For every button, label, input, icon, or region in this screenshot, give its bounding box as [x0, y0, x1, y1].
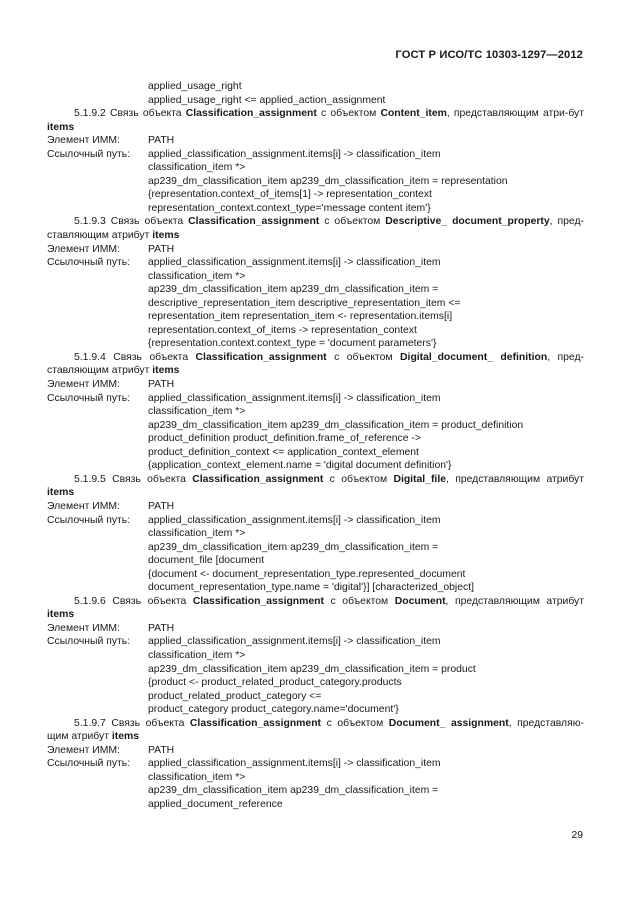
heading-text: с объектом	[316, 108, 381, 120]
heading-text: , представляющим атри-бут	[446, 108, 584, 120]
ref-path-line: classification_item *>	[148, 528, 246, 540]
source-object: Classification_assignment	[188, 216, 320, 228]
section-number: 5.1.9.5 Связь объекта	[74, 473, 193, 485]
target-object: Digital_file	[393, 473, 446, 485]
intro-line: applied_usage_right <= applied_action_assignment	[148, 94, 386, 106]
ref-path-line: ap239_dm_classification_item ap239_dm_classification_item =	[148, 541, 439, 553]
element-label: Элемент ИММ:	[47, 744, 120, 756]
element-value: PATH	[148, 622, 175, 634]
element-row	[47, 134, 584, 148]
heading-text: с объектом	[323, 595, 395, 607]
target-object: Descriptive_ document_property	[385, 216, 550, 228]
source-object: Classification_assignment	[192, 595, 324, 607]
heading-text: с объектом	[326, 351, 401, 363]
heading-text: с объектом	[319, 216, 386, 228]
heading-text: , представляющим атрибут	[445, 473, 585, 485]
section-heading	[47, 595, 584, 622]
element-label: Элемент ИММ:	[47, 622, 120, 634]
ref-path-line: descriptive_representation_item descriptive_representation_item <=	[148, 297, 461, 309]
section-number: 5.1.9.4 Связь объекта	[74, 351, 196, 363]
ref-path-line: classification_item *>	[148, 162, 246, 174]
ref-path-line: document_representation_type.name = 'digital'}] [characterized_object]	[148, 582, 474, 594]
ref-path-line: product_category product_category.name='document'}	[148, 704, 399, 716]
ref-path-label: Ссылочный путь:	[47, 758, 131, 770]
ref-path-line: product_definition product_definition.frame_of_reference ->	[148, 433, 421, 445]
ref-path-line: classification_item *>	[148, 771, 246, 783]
ref-path-label: Ссылочный путь:	[47, 257, 131, 269]
ref-path-row	[47, 514, 584, 528]
element-label: Элемент ИММ:	[47, 135, 120, 147]
section-heading	[47, 717, 584, 744]
section-number: 5.1.9.7 Связь объекта	[74, 717, 190, 729]
page-number: 29	[571, 830, 583, 841]
intro-line: applied_usage_right	[148, 81, 242, 92]
page-content	[47, 80, 584, 812]
source-object: Classification_assignment	[195, 351, 327, 363]
ref-path-line: product_definition_context <= application_context_element	[148, 446, 419, 458]
section-number: 5.1.9.3 Связь объекта	[74, 216, 189, 228]
section-number: 5.1.9.6 Связь объекта	[74, 595, 193, 607]
ref-path-label: Ссылочный путь:	[47, 514, 131, 526]
ref-path-line: ap239_dm_classification_item ap239_dm_classification_item = representation	[148, 175, 508, 187]
ref-path-line: {representation.context_of_items[1] -> representation_context	[148, 189, 432, 201]
ref-path-line: {application_context_element.name = 'digital document definition'}	[148, 460, 452, 472]
element-row	[47, 378, 584, 392]
element-row	[47, 500, 584, 514]
element-value: PATH	[148, 500, 175, 512]
ref-path-line: applied_classification_assignment.items[i] -> classification_item	[148, 636, 441, 648]
section-number: 5.1.9.2 Связь объекта	[74, 108, 186, 120]
attribute-name: items	[152, 230, 180, 242]
ref-path-line: representation_item representation_item <- representation.items[i]	[148, 311, 453, 323]
element-value: PATH	[148, 243, 175, 255]
element-value: PATH	[148, 135, 175, 147]
element-label: Элемент ИММ:	[47, 500, 120, 512]
element-row	[47, 622, 584, 636]
element-label: Элемент ИММ:	[47, 379, 120, 391]
attribute-name: items	[47, 121, 75, 133]
section-heading	[47, 107, 584, 134]
ref-path-line: product_related_product_category <=	[148, 690, 322, 702]
heading-text: , пред-ставляющим атрибут	[47, 216, 585, 242]
ref-path-row	[47, 635, 584, 649]
ref-path-label: Ссылочный путь:	[47, 148, 131, 160]
section	[47, 351, 584, 473]
section	[47, 595, 584, 717]
ref-path-line: applied_document_reference	[148, 798, 283, 810]
target-object: Content_item	[380, 108, 447, 120]
ref-path-line: classification_item *>	[148, 406, 246, 418]
section	[47, 473, 584, 595]
ref-path-label: Ссылочный путь:	[47, 636, 131, 648]
ref-path-label: Ссылочный путь:	[47, 392, 131, 404]
heading-text: с объектом	[321, 717, 389, 729]
target-object: Digital_document_ definition	[400, 351, 548, 363]
ref-path-line: representation_context.context_type='message content item'}	[148, 202, 431, 214]
ref-path-row	[47, 757, 584, 771]
attribute-name: items	[47, 487, 75, 499]
ref-path-line: ap239_dm_classification_item ap239_dm_classification_item = product_definition	[148, 419, 524, 431]
ref-path-line: applied_classification_assignment.items[i] -> classification_item	[148, 392, 441, 404]
ref-path-row	[47, 148, 584, 162]
ref-path-line: ap239_dm_classification_item ap239_dm_classification_item =	[148, 785, 439, 797]
source-object: Classification_assignment	[192, 473, 324, 485]
ref-path-line: applied_classification_assignment.items[i] -> classification_item	[148, 257, 441, 269]
section	[47, 717, 584, 812]
ref-path-line: {document <- document_representation_type.represented_document	[148, 568, 466, 580]
heading-text: , представляющим атрибут	[445, 595, 585, 607]
element-value: PATH	[148, 744, 175, 756]
ref-path-row	[47, 256, 584, 270]
section	[47, 215, 584, 350]
section-heading	[47, 473, 584, 500]
section-heading	[47, 351, 584, 378]
element-row	[47, 243, 584, 257]
attribute-name: items	[152, 365, 180, 377]
target-object: Document	[394, 595, 446, 607]
ref-path-line: applied_classification_assignment.items[i] -> classification_item	[148, 514, 441, 526]
heading-text: с объектом	[323, 473, 394, 485]
ref-path-line: document_file [document	[148, 555, 265, 567]
attribute-name: items	[111, 731, 139, 743]
element-row	[47, 744, 584, 758]
heading-text: , представляю-щим атрибут	[47, 717, 584, 743]
heading-text: , пред-ставляющим атрибут	[47, 351, 584, 377]
ref-path-line: representation.context_of_items -> representation_context	[148, 324, 417, 336]
ref-path-line: {product <- product_related_product_category.products	[148, 677, 402, 689]
section-heading	[47, 215, 584, 242]
element-value: PATH	[148, 379, 175, 391]
ref-path-line: applied_classification_assignment.items[i] -> classification_item	[148, 148, 441, 160]
document-header: ГОСТ Р ИСО/ТС 10303-1297—2012	[395, 49, 583, 61]
section	[47, 107, 584, 215]
ref-path-line: classification_item *>	[148, 270, 246, 282]
ref-path-line: ap239_dm_classification_item ap239_dm_classification_item = product	[148, 663, 476, 675]
attribute-name: items	[47, 609, 75, 621]
target-object: Document_ assignment	[388, 717, 509, 729]
ref-path-row	[47, 392, 584, 406]
ref-path-line: {representation.context.context_type = 'document parameters'}	[148, 338, 437, 350]
ref-path-line: applied_classification_assignment.items[i] -> classification_item	[148, 758, 441, 770]
ref-path-line: ap239_dm_classification_item ap239_dm_classification_item =	[148, 284, 439, 296]
element-label: Элемент ИММ:	[47, 243, 120, 255]
source-object: Classification_assignment	[189, 717, 322, 729]
ref-path-line: classification_item *>	[148, 649, 246, 661]
source-object: Classification_assignment	[185, 108, 317, 120]
